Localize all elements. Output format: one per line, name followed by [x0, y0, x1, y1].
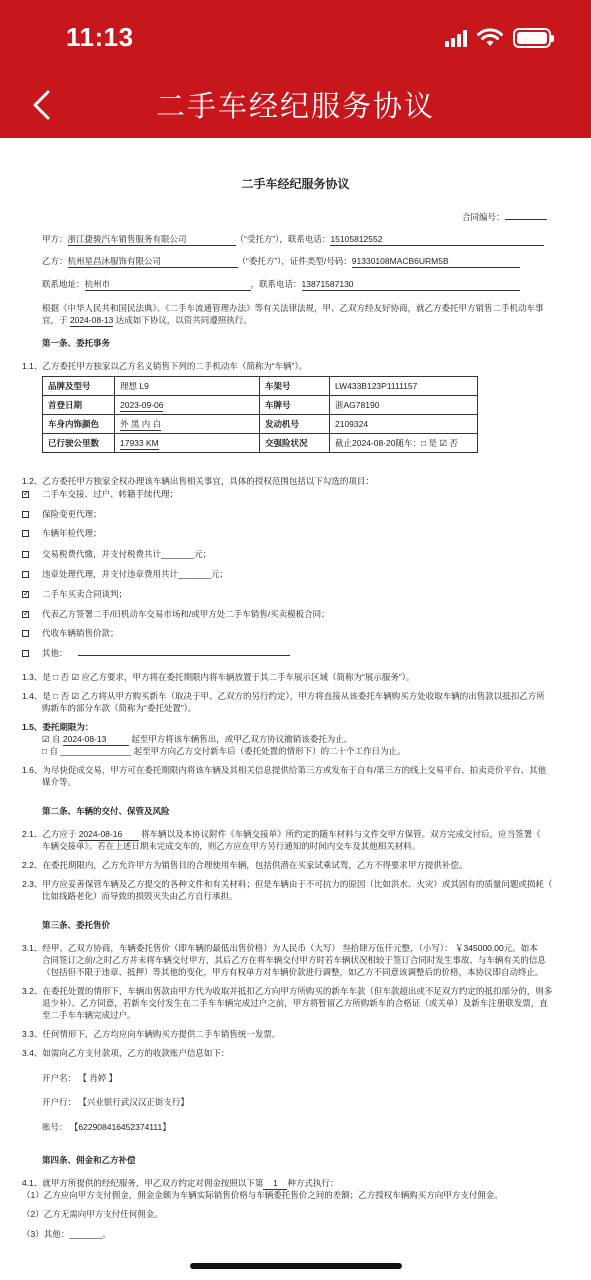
account-bank: 开户行： 【兴业银行武汉汉正街支行】: [42, 1097, 189, 1107]
section-4-heading: 第四条、佣金和乙方补偿: [42, 1155, 136, 1165]
checkbox-icon: [22, 650, 29, 657]
clause-3-2-cont: 退少补）。乙方同意，若新车交付发生在二手车车辆完成过户之前，甲方将暂留乙方所购新车的合格证（或关单）及新车注册联发票，直: [42, 998, 548, 1008]
option-item: 违章处理代理，并支付违章费用共计_______元；: [22, 568, 228, 580]
app-header: [0, 0, 591, 138]
status-icons: [445, 28, 551, 48]
clause-3-2-cont: 至二手车车辆完成过户。: [42, 1010, 136, 1020]
option-item: 其他：: [22, 647, 290, 659]
option-item: 代收车辆销售价款；: [22, 627, 119, 639]
vin-value: LW433B123P1111157: [330, 377, 478, 396]
clause-4-1-option-3: （3）其他：_______。: [22, 1229, 111, 1239]
clause-2-2: 2.2、在委托期限内，乙方允许甲方为销售目的合理使用车辆，包括供潜在买家试乘试驾，乙方不得要求甲方提供补偿。: [22, 860, 468, 870]
clause-2-1-cont: 车辆交接单》。若在上述日期未完成交车的，则乙方应在甲方另行通知的时间内交车及其他相关材料。: [42, 841, 421, 851]
term-option-b: □ 自 _______________ 起至甲方向乙方交付新车后（委托处置的情形下）的二十个工作日为止。: [42, 746, 406, 756]
color-value: 外 黑 内 白: [115, 415, 260, 434]
clause-3-3: 3.3、任何情形下，乙方均应向车辆购买方提供二手车销售统一发票。: [22, 1029, 281, 1039]
checkbox-checked-icon: [22, 491, 29, 498]
intro-paragraph: 根据《中华人民共和国民法典》、《二手车流通管理办法》等有关法律法规，甲、乙双方经友好协商，就乙方委托甲方销售二手机动车事宜，于 2024-08-13 达成如下协议，以资共同遵照执行。: [42, 303, 544, 325]
color-label: 车身内饰颜色: [43, 415, 115, 434]
option-item: 交易税费代缴，并支付税费共计_______元；: [22, 548, 211, 560]
contract-number: 合同编号：: [462, 211, 547, 223]
option-item: ✓代表乙方签署二手/旧机动车交易市场和/或甲方处二手车销售/买卖模板合同；: [22, 608, 330, 620]
clause-2-1: 2.1、乙方应于 2024-08-16 将车辆以及本协议附件《车辆交接单》所约定的随车材料与文件交甲方保管。双方完成交付后，应当签署《: [22, 829, 541, 839]
clause-3-4: 3.4、如需向乙方支付款项，乙方的收款账户信息如下：: [22, 1048, 230, 1058]
clause-1-1: 1.1、乙方委托甲方独家以乙方名义销售下列的二手机动车（简称为“车辆”）。: [22, 361, 308, 371]
clause-1-6: 1.6、为尽快促成交易，甲方可在委托期限内将该车辆及其相关信息提供给第三方或发布于自有/第三方的线上交易平台、拍卖竞价平台、其他: [22, 765, 547, 775]
agreement-document: [0, 138, 591, 1280]
checkbox-icon: [22, 511, 29, 518]
address-line: 联系地址：杭州市 ，联系电话：13871587130: [42, 278, 520, 291]
brand-label: 品牌及型号: [43, 377, 115, 396]
party-b-line: 乙方：杭州星昌沐服饰有限公司 （“委托方”），证件类型/号码：91330108MACB6URM5B: [42, 255, 520, 268]
mileage-value: 17933 KM: [115, 434, 260, 453]
plate-value: 浙AG78190: [330, 396, 478, 415]
reg-date-value: 2023-09-06: [115, 396, 260, 415]
vehicle-table: [42, 376, 478, 453]
section-3-heading: 第三条、委托售价: [42, 920, 111, 930]
option-item: 保险变更代理；: [22, 508, 102, 520]
option-item: ✓二手车交接、过户、转籍手续代理；: [22, 488, 178, 500]
insurance-value: 截止2024-08-20随车：□ 是 ☑ 否: [330, 434, 478, 453]
account-name: 开户名： 【 肖婷 】: [42, 1073, 118, 1083]
option-item: 车辆年检代理；: [22, 527, 102, 539]
checkbox-icon: [22, 630, 29, 637]
clause-1-3: 1.3、是 □ 否 ☑ 应乙方要求，甲方将在委托期限内将车辆放置于其二手车展示区域（简称为“展示服务”）。: [22, 672, 415, 682]
clause-3-1: 3.1、经甲、乙双方协商，车辆委托售价（即车辆的最低出售价格）为人民币（大写） 叁拾肆万伍仟元整，（小写）： ￥345000.00元。如本: [22, 943, 538, 953]
section-1-heading: 第一条、委托事务: [42, 338, 111, 348]
clause-3-2: 3.2、在委托处置的情形下，车辆出售款由甲方代为收取并抵扣乙方向甲方所购买的新车车款（但车款超出或不足双方约定的抵扣部分的，则多: [22, 986, 553, 996]
clause-3-1-cont: 合同签订之前/之时乙方并未将车辆交付甲方，其后乙方在将车辆交付甲方时若车辆状况相较于签订合同时发生事故、与车辆有关的信息: [42, 955, 546, 965]
clause-4-1-option-1: （1）乙方应向甲方支付佣金，佣金金额为车辆实际销售价格与车辆委托售价之间的差额；乙方授权车辆购买方向甲方支付佣金。: [22, 1190, 503, 1200]
checkbox-icon: [22, 551, 29, 558]
option-item: ✓二手车买卖合同谈判；: [22, 588, 127, 600]
page-title: 二手车经纪服务协议: [155, 91, 435, 123]
account-number: 账号： 【622908416452374111】: [42, 1122, 171, 1132]
wifi-icon: [477, 28, 503, 48]
checkbox-icon: [22, 530, 29, 537]
term-option-a: ☑ 自 2024-08-13 起至甲方将该车辆售出，或甲乙双方协议撤销该委托为止。: [42, 734, 353, 744]
checkbox-checked-icon: [22, 611, 29, 618]
reg-date-label: 首登日期: [43, 396, 115, 415]
clause-1-4-cont: 购新车的部分车款（简称为“委托处置”）。: [42, 703, 197, 713]
plate-label: 车牌号: [260, 396, 330, 415]
clause-1-2: 1.2、乙方委托甲方独家全权办理该车辆出售相关事宜，具体的授权范围包括以下勾选的项目：: [22, 476, 374, 486]
insurance-label: 交强险状况: [260, 434, 330, 453]
status-time: 11:13: [66, 22, 134, 52]
checkbox-checked-icon: [22, 591, 29, 598]
battery-icon: [513, 28, 551, 48]
engine-value: 2109324: [330, 415, 478, 434]
vin-label: 车架号: [260, 377, 330, 396]
clause-3-1-cont: （包括但不限于违章、抵押）等其他的变化，甲方有权单方对车辆价款进行调整，如乙方不同意该调整后的价格，本协议即自动终止。: [42, 967, 544, 977]
section-2-heading: 第二条、车辆的交付、保管及风险: [42, 806, 170, 816]
brand-value: 理想 L9: [115, 377, 260, 396]
mileage-label: 已行驶公里数: [43, 434, 115, 453]
clause-4-1-option-2: （2）乙方无需向甲方支付任何佣金。: [22, 1209, 163, 1219]
clause-1-5: 1.5、委托期限为：: [22, 722, 94, 732]
clause-1-4: 1.4、是 □ 否 ☑ 乙方将从甲方购买新车（取决于甲、乙双方的另行约定），甲方将直接从该委托车辆购买方处收取车辆的出售款以抵扣乙方所: [22, 691, 545, 701]
clause-2-3-cont: 比如线路老化）而导致的损毁灭失由乙方自行承担。: [42, 891, 238, 901]
engine-label: 发动机号: [260, 415, 330, 434]
clause-2-3: 2.3、甲方应妥善保管车辆及乙方提交的各种文件和有关材料；但是车辆由于不可抗力的原因（比如洪水、火灾）或其固有的质量问题或损耗（: [22, 879, 553, 889]
signal-icon: [445, 29, 467, 47]
document-title: 二手车经纪服务协议: [241, 177, 350, 191]
home-indicator[interactable]: [190, 1263, 402, 1269]
clause-4-1: 4.1、就甲方所提供的经纪服务，甲乙双方约定对佣金按照以下第 1 种方式执行：: [22, 1178, 339, 1188]
checkbox-icon: [22, 571, 29, 578]
party-a-line: 甲方：浙江捷骏汽车销售服务有限公司 （“受托方”），联系电话：15105812552: [42, 233, 544, 246]
clause-1-6-cont: 媒介等。: [42, 777, 77, 787]
